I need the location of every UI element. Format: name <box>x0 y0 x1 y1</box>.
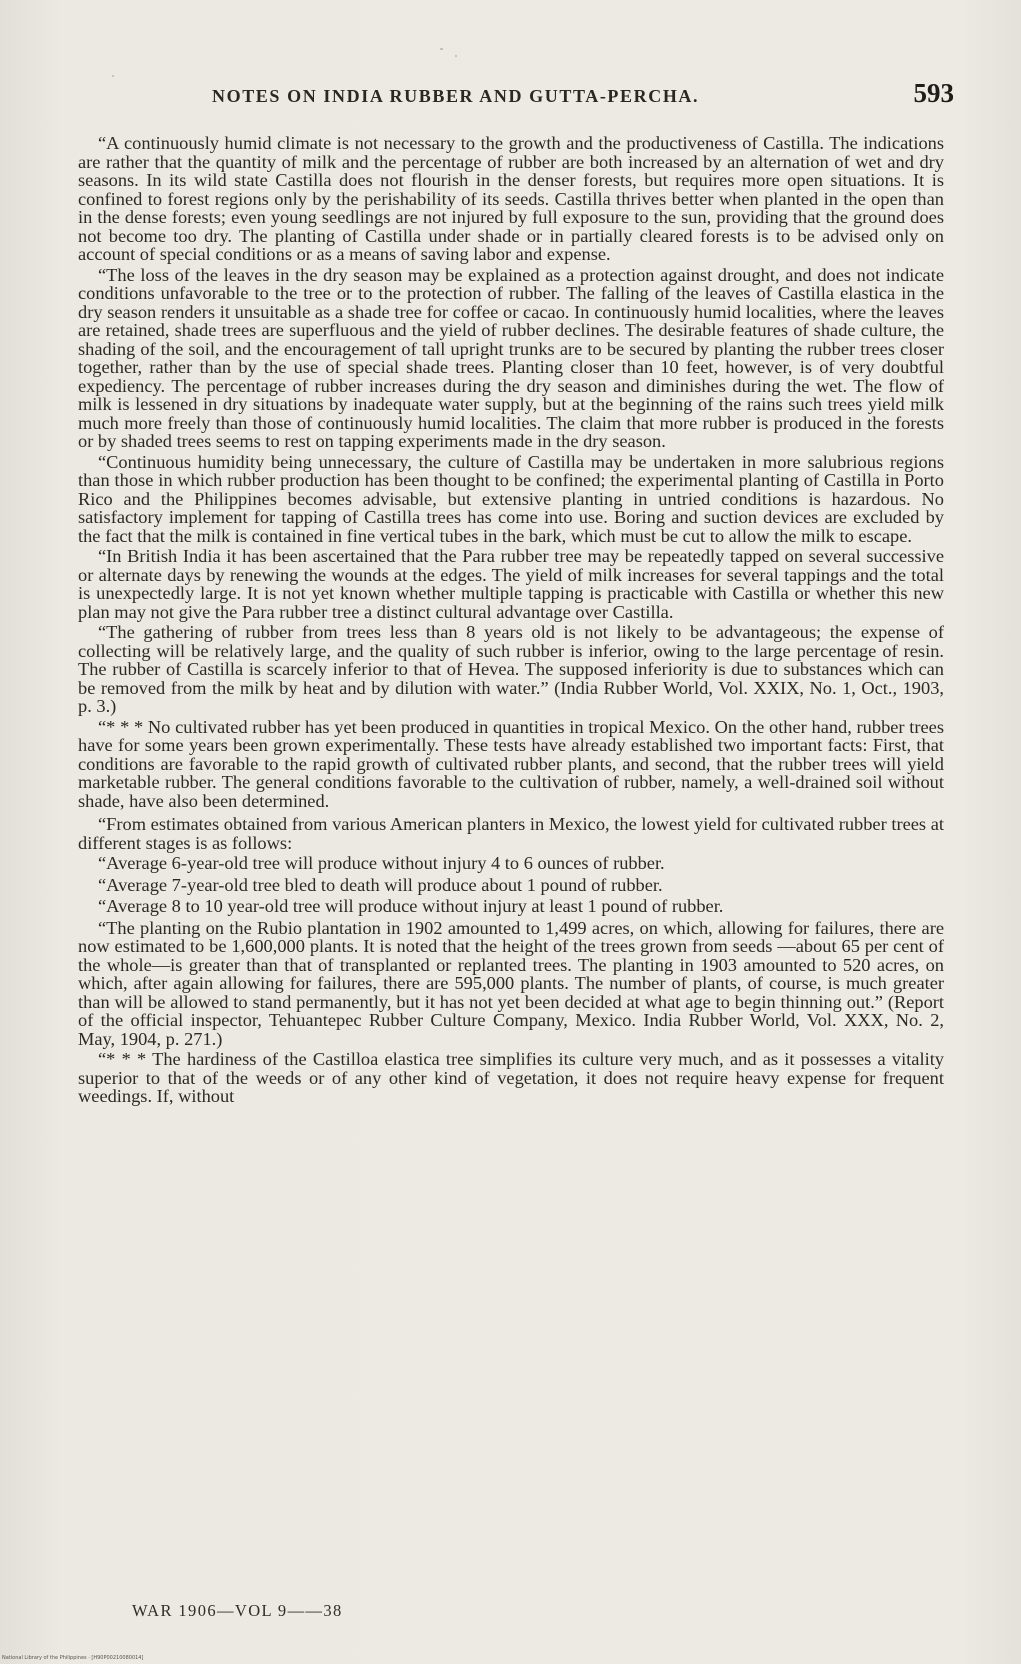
paragraph-leaf-loss: “The loss of the leaves in the dry season may be explained as a protection against drought, and does not indicate conditions unfavorable to the tree or to the protection of rubber. The falling of the leaves of Castilla elastica in the dry season renders it unsuitable as a shade tree for coffee or cacao. In continuously humid localities, where the leaves are retained, shade trees are superfluous and the yield of rubber declines. The desirable features of shade culture, the shading of the soil, and the encouragement of tall upright trunks are to be secured by planting the rubber trees closer together, rather than by the use of special shade trees. Planting closer than 10 feet, however, is of very doubtful expediency. The percentage of rubber increases during the dry season and diminishes during the wet. The flow of milk is lessened in dry situations by inadequate water supply, but at the beginning of the rains such trees yield milk much more freely than those of continuously humid localities. The claim that more rubber is produced in the forests or by shaded trees seems to rest on tapping experiments made in the dry season. <box>78 264 944 451</box>
page-header <box>76 78 966 122</box>
paragraph-gathering-rubber: “The gathering of rubber from trees less than 8 years old is not likely to be advantageous; the expense of collecting will be relatively large, and the quality of such rubber is inferior, owing to the large percentage of resin. The rubber of Castilla is scarcely inferior to that of Hevea. The supposed inferiority is due to substances which can be removed from the milk by heat and by dilution with water.” (India Rubber World, Vol. XXIX, No. 1, Oct., 1903, p. 3.) <box>78 622 944 716</box>
paragraph-british-india: “In British India it has been ascertained that the Para rubber tree may be repeatedly tapped on several successive or alternate days by renewing the wounds at the edges. The yield of milk increases for several tappings and the total is unexpectedly large. It is not yet known whether multiple tapping is practicable with Castilla or whether this new plan may not give the Para rubber tree a distinct cultural advantage over Castilla. <box>78 546 944 622</box>
yield-item-7-year: “Average 7-year-old tree bled to death will produce about 1 pound of rubber. <box>98 874 663 895</box>
page-number: 593 <box>913 78 954 108</box>
paragraph-rubio-plantation: “The planting on the Rubio plantation in 1902 amounted to 1,499 acres, on which, allowing for failures, there are now estimated to be 1,600,000 plants. It is noted that the height of the trees grown from seeds —about 65 per cent of the whole—is greater than that of transplanted or replanted trees. The planting in 1903 amounted to 520 acres, on which, after again allowing for failures, there are 595,000 plants. The number of plants, of course, is much greater than will be allowed to stand permanently, but it has not yet been decided at what age to begin thinning out.” (Report of the official inspector, Tehuantepec Rubber Culture Company, Mexico. India Rubber World, Vol. XXX, No. 2, May, 1904, p. 271.) <box>78 917 944 1049</box>
paper-speck <box>440 48 443 50</box>
library-watermark: National Library of the Philippines · [H90P00210080014] <box>2 1655 144 1661</box>
paragraph-estimates: “From estimates obtained from various American planters in Mexico, the lowest yield for cultivated rubber trees at different stages is as follows: <box>78 814 944 853</box>
yield-item-6-year: “Average 6-year-old tree will produce without injury 4 to 6 ounces of rubber. <box>98 853 665 873</box>
running-head: NOTES ON INDIA RUBBER AND GUTTA-PERCHA. <box>212 86 700 106</box>
paper-speck <box>455 55 457 57</box>
paragraph-mexico-cultivation: “* * * No cultivated rubber has yet been produced in quantities in tropical Mexico. On the other hand, rubber trees have for some years been grown experimentally. These tests have already established two important facts: First, that conditions are favorable to the rapid growth of cultivated rubber plants, and second, that the rubber trees will yield marketable rubber. The general conditions favorable to the cultivation of rubber, namely, a well-drained soil without shade, have also been determined. <box>78 716 944 811</box>
paragraph-continuous-humidity: “Continuous humidity being unnecessary, the culture of Castilla may be undertaken in more salubrious regions than those in which rubber production has been thought to be confined; the experimental planting of Castilla in Porto Rico and the Philippines becomes advisable, but extensive planting in untried conditions is hazardous. No satisfactory implement for tapping of Castilla trees has come into use. Boring and suction devices are excluded by the fact that the milk is contained in fine vertical tubes in the bark, which must be cut to allow the milk to escape. <box>78 451 944 546</box>
yield-item-8-10-year: “Average 8 to 10 year-old tree will produce without injury at least 1 pound of rubber. <box>98 896 724 916</box>
paragraph-castilla-climate: “A continuously humid climate is not necessary to the growth and the productiveness of Castilla. The indications are rather that the quantity of milk and the percentage of rubber are both increased by an alternation of wet and dry seasons. In its wild state Castilla does not flourish in the denser forests, but requires more open situations. It is confined to forest regions only by the perishability of its seeds. Castilla thrives better when planted in the open than in the dense forests; even young seedlings are not injured by full exposure to the sun, providing that the ground does not become too dry. The planting of Castilla under shade or in partially cleared forests is to be advised only on account of special conditions or as a means of saving labor and expense. <box>78 133 944 264</box>
body-text <box>78 134 944 1108</box>
paper-speck <box>112 75 114 77</box>
signature-line: WAR 1906—VOL 9——38 <box>132 1601 343 1620</box>
paragraph-hardiness: “* * * The hardiness of the Castilloa elastica tree simplifies its culture very much, and as it possesses a vitality superior to that of the weeds or of any other kind of vegetation, it does not require heavy expense for frequent weedings. If, without <box>78 1049 944 1106</box>
